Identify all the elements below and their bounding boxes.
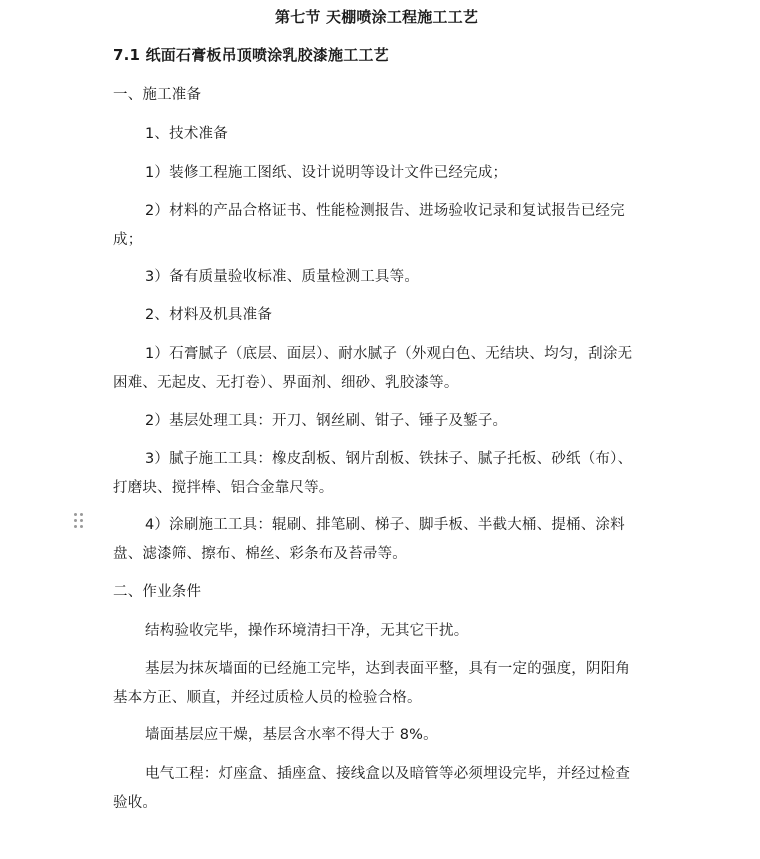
paragraph: 盘、滤漆筛、擦布、棉丝、彩条布及苔帚等。 — [113, 546, 407, 562]
paragraph: 4）涂刷施工工具：辊刷、排笔刷、梯子、脚手板、半截大桶、提桶、涂料 — [145, 517, 625, 533]
paragraph: 1）石膏腻子（底层、面层）、耐水腻子（外观白色、无结块、均匀，刮涂无 — [145, 346, 633, 362]
paragraph: 困难、无起皮、无打卷）、界面剂、细砂、乳胶漆等。 — [113, 375, 459, 391]
section-title: 第七节 天棚喷涂工程施工工艺 — [275, 8, 479, 26]
paragraph: 墙面基层应干燥，基层含水率不得大于 8%。 — [145, 727, 438, 743]
heading-preparation: 一、施工准备 — [113, 87, 202, 103]
heading-tech-prep: 1、技术准备 — [145, 126, 228, 142]
subsection-title: 7.1 纸面石膏板吊顶喷涂乳胶漆施工工艺 — [113, 46, 389, 64]
paragraph: 基本方正、顺直，并经过质检人员的检验合格。 — [113, 690, 422, 706]
paragraph: 基层为抹灰墙面的已经施工完毕，达到表面平整，具有一定的强度，阴阳角 — [145, 661, 631, 677]
paragraph: 1）装修工程施工图纸、设计说明等设计文件已经完成； — [145, 165, 508, 181]
paragraph: 成； — [113, 232, 143, 248]
paragraph: 结构验收完毕，操作环境清扫干净，无其它干扰。 — [145, 623, 469, 639]
paragraph: 3）备有质量验收标准、质量检测工具等。 — [145, 269, 420, 285]
heading-work-conditions: 二、作业条件 — [113, 584, 202, 600]
paragraph: 2）基层处理工具：开刀、钢丝刷、钳子、锤子及錾子。 — [145, 413, 508, 429]
paragraph: 3）腻子施工工具：橡皮刮板、钢片刮板、铁抹子、腻子托板、砂纸（布）、 — [145, 451, 633, 467]
paragraph: 2）材料的产品合格证书、性能检测报告、进场验收记录和复试报告已经完 — [145, 203, 625, 219]
paragraph: 打磨块、搅拌棒、铝合金靠尺等。 — [113, 480, 334, 496]
paragraph: 验收。 — [113, 795, 158, 811]
paragraph: 电气工程：灯座盒、插座盒、接线盒以及暗管等必须埋设完毕，并经过检查 — [145, 766, 631, 782]
drag-handle-icon[interactable] — [73, 512, 85, 528]
heading-materials-prep: 2、材料及机具准备 — [145, 307, 273, 323]
